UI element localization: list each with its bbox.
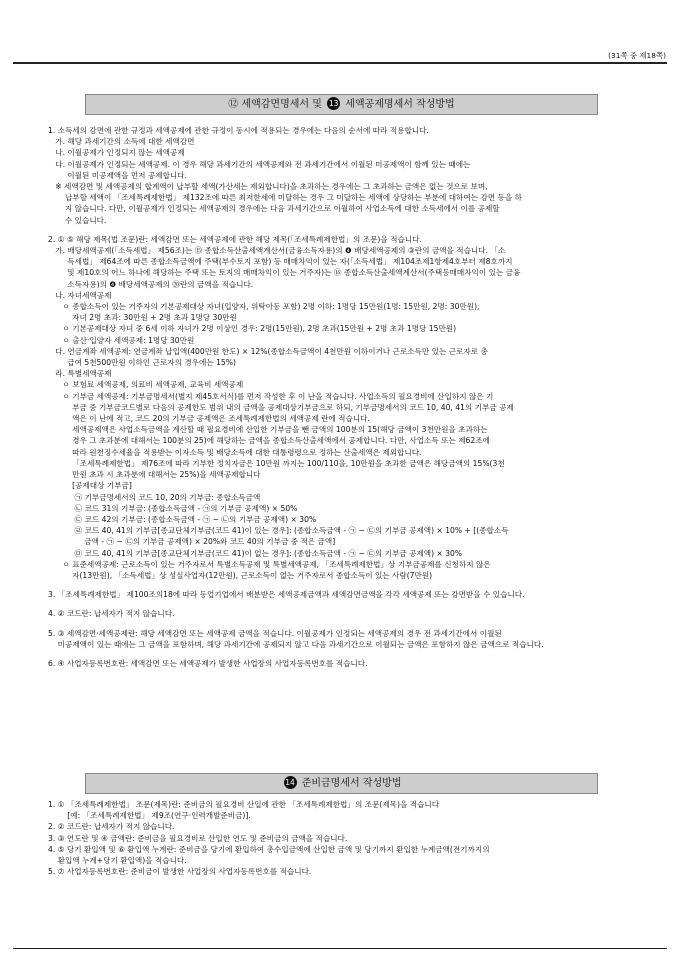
text-line: 나. 이월공제가 인정되지 않는 세액공제 <box>48 148 185 158</box>
text-line: ㅇ 보험료 세액공제, 의료비 세액공제, 교육비 세액공제 <box>48 380 244 390</box>
section-a-banner <box>85 94 598 115</box>
text-line: ㉣ 코드 40, 41의 기부금[종교단체기부금(코드 41)이 있는 경우]: (종합소득금액 - ㉠ ~ ㉢의 기부금 공제액) × 10% + [(종합소득 <box>48 526 509 536</box>
page-number: (31쪽 중 제18쪽) <box>608 51 666 60</box>
section-a-title-prefix: ⑫ 세액감면명세서 및 <box>228 99 322 110</box>
text-line: 「조세특례제한법」 제76조에 따라 기부한 정치자금은 10만원 까지는 100/110을, 10만원을 초과한 금액은 해당금액의 15%(3천 <box>48 458 505 468</box>
text-line: 세액공제액은 사업소득금액을 계산할 때 필요경비에 산입한 기부금을 뺀 금액의 100분의 15(해당 금액이 3천만원을 초과하는 <box>48 425 488 435</box>
text-line: 액은 이 난에 적고, 코드 20의 기부금 공제액은 조세특례제한법의 세액공제 란에 적습니다. <box>48 414 370 424</box>
text-line: 환입액 누계+당기 환입액)을 적습니다. <box>48 856 187 866</box>
section-a-number-badge: 13 <box>328 99 339 108</box>
text-line: 이월된 미공제액을 먼저 공제합니다. <box>48 170 187 180</box>
section-a-body <box>48 125 652 669</box>
text-line: 금액 - ㉠ ~ ㉢의 기부금 공제액) × 20%와 코드 40의 기부금 중 적은 금액] <box>48 537 336 547</box>
text-line: 3. 「조세특례제한법」 제100조의18에 따라 동업기업에서 배분받은 세액공제금액과 세액감면금액을 각각 세액공제 또는 감면받을 수 있습니다. <box>48 590 525 600</box>
text-line: 부금 중 기부금코드별로 다음의 공제한도 범위 내의 금액을 공제대상기부금으로 하되, 기부금명세서의 코드 10, 40, 41의 기부금 공제 <box>48 402 514 412</box>
section-b-title: 준비금명세서 작성방법 <box>301 778 402 789</box>
text-line: 다. 연금계좌 세액공제: 연금계좌 납입액(400만원 한도) × 12%(종합소득금액이 4천만원 이하이거나 근로소득만 있는 근로자로 총 <box>48 346 488 356</box>
text-line: 미공제액이 있는 때에는 그 금액을 포함하며, 해당 과세기간에 공제되지 않고 다음 과세기간으로 이월되는 금액은 포함하지 않은 금액으로 적습니다. <box>48 639 544 649</box>
text-line: 만원 초과 시 초과분에 대해서는 25%)을 세액공제합니다 <box>48 470 261 480</box>
paragraph-gap <box>48 600 652 608</box>
paragraph-gap <box>48 581 652 589</box>
text-line: 5. ③ 세액감면·세액공제란: 해당 세액감면 또는 세액공제 금액을 적습니다. 이월공제가 인정되는 세액공제의 경우 전 과세기간에서 이월된 <box>48 628 502 638</box>
text-line: 라. 특별세액공제 <box>48 369 112 379</box>
text-line: ㉢ 코드 42의 기부금: (종합소득금액 - ㉠ ~ ㉡의 기부금 공제액) × 30% <box>48 514 317 524</box>
text-line: ㉡ 코드 31의 기부금: (종합소득금액 - ㉠의 기부금 공제액) × 50% <box>48 503 298 513</box>
text-line: 따라 원천징수세율을 적용받는 이자소득 및 배당소득에 대한 대통령령으로 정하는 산출세액은 제외합니다. <box>48 447 422 457</box>
section-a-title-suffix: 세액공제명세서 작성방법 <box>345 99 455 110</box>
text-line: 2. ② 코드란: 납세자가 적지 않습니다. <box>48 822 175 832</box>
text-line: ㅇ 출산·입양자 세액공제: 1명당 30만원 <box>48 335 195 345</box>
text-line: 4. ⑤ 당기 환입액 및 ⑥ 환입액 누계란: 준비금을 당기에 환입하여 총수입금액에 산입한 금액 및 당기까지 환입한 누계금액(전기까지의 <box>48 844 490 854</box>
text-line: 4. ② 코드란: 납세자가 적지 않습니다. <box>48 609 175 619</box>
text-line: 3. ③ 연도란 및 ④ 금액란: 준비금을 필요경비로 산입한 연도 및 준비금의 금액을 적습니다. <box>48 833 348 843</box>
top-rule <box>13 62 667 64</box>
section-b-body <box>48 799 652 877</box>
text-line: ㉠ 기부금명세서의 코드 10, 20의 기부금: 종합소득금액 <box>48 492 261 502</box>
text-line: 가. 해당 과세기간의 소득에 대한 세액감면 <box>48 137 195 147</box>
text-line: 자녀 2명 초과: 30만원 + 2명 초과 1명당 30만원 <box>48 313 237 323</box>
text-line: 납부할 세액이 「조세특례제한법」 제132조에 따른 최저한세에 미달하는 경우 그 미달하는 세액에 상당하는 부분에 대하여는 감면 등을 하 <box>48 193 522 203</box>
text-line: 수 있습니다. <box>48 215 107 225</box>
paragraph-gap <box>48 650 652 658</box>
paragraph-gap <box>48 620 652 628</box>
text-line: 및 제10호의 어느 하나에 해당하는 주택 또는 토지의 매매차익이 있는 거주자)는 ⑯ 종합소득산출세액계산서(주택등매매차익이 있는 금융 <box>48 268 521 278</box>
text-line: 5. ⑦ 사업자등록번호란: 준비금이 발생한 사업장의 사업자등록번호를 적습니다. <box>48 867 312 877</box>
text-line: ㅇ 기본공제대상 자녀 중 6세 이하 자녀가 2명 이상인 경우: 2명(15만원), 2명 초과(15만원 + 2명 초과 1명당 15만원) <box>48 324 457 334</box>
text-line: ㅇ 종합소득이 있는 거주자의 기본공제대상 자녀(입양자, 위탁아동 포함) 2명 이하: 1명당 15만원(1명: 15만원, 2명: 30만원), <box>48 302 480 312</box>
bottom-rule <box>13 948 667 949</box>
text-line: ㅇ 표준세액공제: 근로소득이 있는 거주자로서 특별소득공제 및 특별세액공제, 「조세특례제한법」상 기부금공제를 신청하지 않은 <box>48 559 491 569</box>
text-line: 1. 소득세의 감면에 관한 규정과 세액공제에 관한 규정이 동시에 적용되는 경우에는 다음의 순서에 따라 적용합니다. <box>48 126 429 135</box>
section-b-number-badge: 14 <box>285 778 295 787</box>
text-line: 가. 배당세액공제(「소득세법」 제56조)는 ⑮ 종합소득산출세액계산서(금융소득자용)의 ❹ 배당세액공제의 ③란의 금액을 적습니다. 「소 <box>48 246 506 256</box>
text-line: 6. ④ 사업자등록번호란: 세액감면 또는 세액공제가 발생한 사업장의 사업자등록번호를 적습니다. <box>48 658 368 668</box>
paragraph-gap <box>48 226 652 234</box>
text-line: 경우 그 초과분에 대해서는 100분의 25)에 해당하는 금액을 종합소득산출세액에서 공제합니다. 다만, 사업소득 또는 제62조에 <box>48 436 490 446</box>
text-line: 2. ① ⑤ 해당 제목(법 조문)란: 세액감면 또는 세액공제에 관한 해당 제목(「조세특례제한법」의 조문)을 적습니다. <box>48 234 422 244</box>
text-line: 다. 이월공제가 인정되는 세액공제. 이 경우 해당 과세기간의 세액공제와 전 과세기간에서 이월된 미공제액이 함께 있는 때에는 <box>48 159 471 169</box>
text-line: [예: 「조세특례제한법」 제9조(연구·인력개발준비금)]. <box>48 811 251 821</box>
text-line: 나. 자녀세액공제 <box>48 290 112 300</box>
section-b-banner <box>85 773 598 794</box>
text-line: 득세법」 제64조에 따른 종합소득금액에 주택(부수토지 포함) 등 매매차익이 있는 자(「소득세법」 제104조제1항제4호부터 제8호까지 <box>48 257 513 267</box>
text-line: 자(13만원), 「소득세법」상 성실사업자(12만원), 근로소득이 없는 거주자로서 종합소득이 있는 사람(7만원) <box>48 570 433 580</box>
text-line: 급여 5천500만원 이하인 근로자의 경우에는 15%) <box>48 358 236 368</box>
text-line: 소득자용)의 ❹ 배당세액공제의 ⑳란의 금액을 적습니다. <box>48 279 254 289</box>
text-line: ※ 세액감면 및 세액공제의 합계액이 납부할 세액(가산세는 제외합니다)을 초과하는 경우에는 그 초과하는 금액은 없는 것으로 보며, <box>48 182 488 192</box>
text-line: 1. ① 「조세특례제한법」 조문(제목)란: 준비금의 필요경비 산입에 관한 「조세특례제한법」의 조문(제목)을 적습니다 <box>48 800 440 809</box>
text-line: 지 않습니다. 다만, 이월공제가 인정되는 세액공제의 경우에는 다음 과세기간으로 이월하여 사업소득에 대한 소득세에서 이를 공제할 <box>48 204 500 214</box>
text-line: [공제대상 기부금] <box>48 481 132 491</box>
text-line: ㅇ 기부금 세액공제: 기부금명세서(별지 제45호서식)를 먼저 작성한 후 이 난을 적습니다. 사업소득의 필요경비에 산입하지 않은 기 <box>48 391 494 401</box>
text-line: ㉤ 코드 40, 41의 기부금[종교단체기부금(코드 41)이 없는 경우]: (종합소득금액 - ㉠ ~ ㉢의 기부금 공제액) × 30% <box>48 548 463 558</box>
